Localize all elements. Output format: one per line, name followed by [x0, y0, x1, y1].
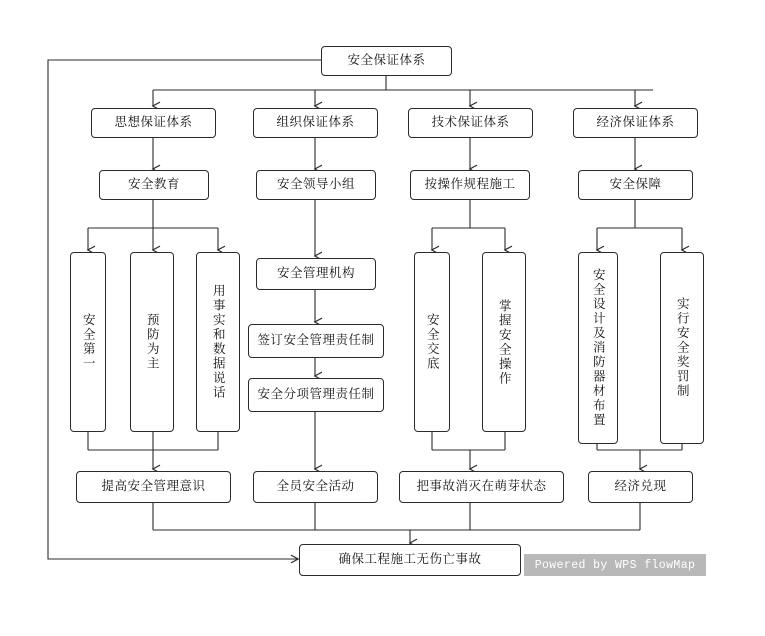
node-sign-safety-responsibility[interactable] [248, 324, 384, 358]
node-label: 技术保证体系 [431, 115, 510, 130]
node-footer-4[interactable] [588, 471, 693, 503]
node-prevention-first[interactable] [130, 252, 174, 432]
node-safety-management-organization[interactable] [256, 258, 376, 290]
node-label: 思想保证体系 [114, 115, 193, 130]
wps-watermark [524, 554, 706, 576]
node-label: 安全领导小组 [276, 177, 355, 192]
node-column-header-1[interactable] [91, 108, 216, 138]
node-label: 签订安全管理责任制 [257, 333, 375, 348]
node-label: 把事故消灭在萌芽状态 [416, 479, 547, 494]
node-column-header-4[interactable] [573, 108, 698, 138]
node-safety-first[interactable] [70, 252, 106, 432]
node-column-header-3[interactable] [408, 108, 533, 138]
node-safety-design-and-fire-equipment-layout[interactable] [578, 252, 618, 444]
node-safety-guarantee[interactable] [578, 170, 693, 200]
node-safety-briefing[interactable] [414, 252, 450, 432]
node-label: 预防为主 [145, 313, 160, 371]
node-speak-with-facts-and-data[interactable] [196, 252, 240, 432]
node-label: 实行安全奖罚制 [675, 297, 690, 399]
node-label: 安全设计及消防器材布置 [591, 268, 606, 428]
node-itemized-safety-responsibility[interactable] [248, 378, 384, 412]
node-master-safe-operation[interactable] [482, 252, 526, 432]
node-label: 安全分项管理责任制 [257, 387, 375, 402]
node-label: 安全保证体系 [347, 53, 426, 68]
node-label: 掌握安全操作 [497, 298, 512, 386]
node-root[interactable] [321, 46, 452, 76]
node-label: 确保工程施工无伤亡事故 [338, 552, 482, 567]
wps-watermark-label: Powered by WPS flowMap [534, 558, 696, 572]
node-column-header-2[interactable] [253, 108, 378, 138]
node-safety-education[interactable] [99, 170, 209, 200]
node-construction-by-procedure[interactable] [410, 170, 530, 200]
node-safety-leading-group[interactable] [256, 170, 376, 200]
node-label: 组织保证体系 [276, 115, 355, 130]
node-label: 全员安全活动 [276, 479, 355, 494]
node-label: 安全交底 [425, 313, 440, 371]
node-safety-reward-punishment-system[interactable] [660, 252, 704, 444]
node-label: 安全教育 [127, 177, 180, 192]
node-label: 用事实和数据说话 [211, 284, 226, 400]
node-footer-3[interactable] [399, 471, 564, 503]
node-label: 按操作规程施工 [424, 177, 516, 192]
node-bottom-goal[interactable] [299, 544, 521, 576]
node-footer-1[interactable] [76, 471, 231, 503]
node-label: 经济兑现 [614, 479, 667, 494]
node-label: 安全第一 [81, 313, 96, 371]
node-label: 安全管理机构 [276, 266, 355, 281]
node-label: 提高安全管理意识 [101, 479, 206, 494]
node-label: 安全保障 [609, 177, 662, 192]
node-footer-2[interactable] [253, 471, 378, 503]
node-label: 经济保证体系 [596, 115, 675, 130]
